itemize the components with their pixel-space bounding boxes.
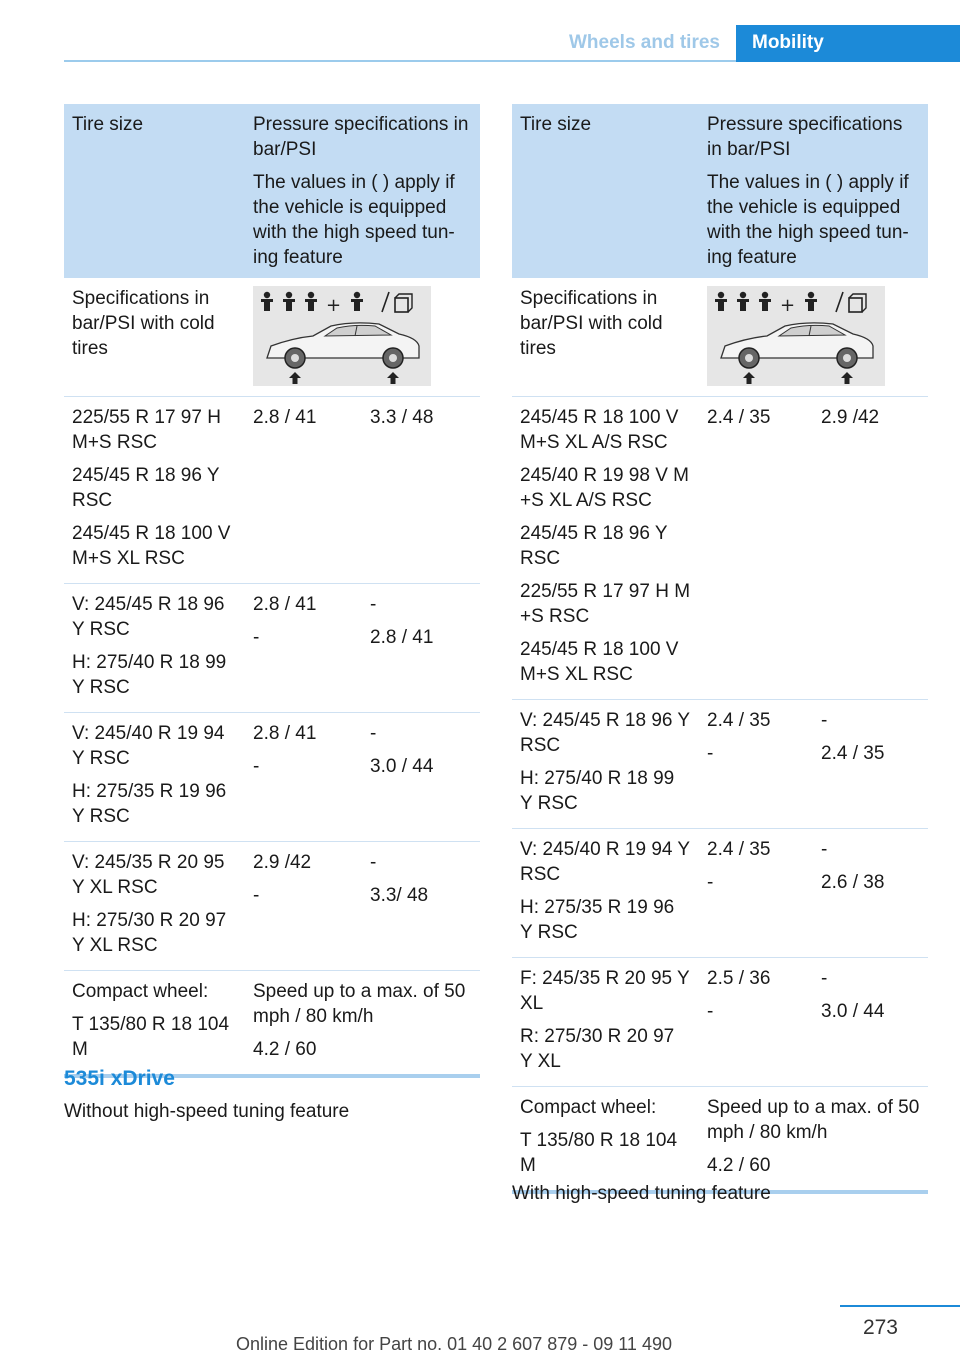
pressure-normal-cell-line: -: [707, 1001, 714, 1022]
pressure-full-load-cell-line: 2.6 / 38: [821, 872, 885, 893]
table-row: [64, 713, 480, 842]
tire-size-cell: [512, 958, 699, 1087]
pressure-full-load-cell-line: -: [370, 594, 377, 615]
car-load-icon: [707, 286, 885, 386]
table-header-row: [64, 104, 480, 278]
tire-size-cell-line: F: 245/35 R 20 95 Y XL: [520, 968, 690, 1014]
header-pressure-spec-line: The values in ( ) apply if the vehicle is equipped with the high speed tun-ing feature: [707, 172, 909, 268]
tire-size-cell: [512, 829, 699, 958]
compact-wheel-pressure-cell-line: 4.2 / 60: [253, 1039, 317, 1060]
tire-size-cell-line: 245/45 R 18 96 Y RSC: [520, 523, 668, 569]
pressure-normal-cell-line: 2.5 / 36: [707, 968, 771, 989]
table-row: [512, 397, 928, 700]
tire-size-cell: [512, 397, 699, 700]
tire-size-cell-line: H: 275/40 R 18 99 Y RSC: [520, 768, 675, 814]
model-heading: 535i xDrive: [64, 1067, 175, 1090]
pressure-normal-cell-line: 2.4 / 35: [707, 710, 771, 731]
tire-size-cell-line: 245/45 R 18 100 V M+S XL RSC: [72, 523, 231, 569]
compact-wheel-size-cell: [512, 1087, 699, 1193]
pressure-normal-cell: [245, 584, 362, 713]
compact-wheel-size-cell-line: Compact wheel:: [520, 1097, 657, 1118]
compact-wheel-size-cell: [64, 971, 245, 1077]
pressure-full-load-cell: [813, 958, 928, 1087]
page-number: 273: [862, 1316, 898, 1339]
figure-cell: [245, 278, 480, 397]
header-pressure-spec: [699, 104, 928, 278]
compact-wheel-size-cell-line: Compact wheel:: [72, 981, 209, 1002]
tire-size-cell-line: H: 275/35 R 19 96 Y RSC: [520, 897, 675, 943]
spec-label: Specifications in bar/PSI with cold tires: [512, 278, 699, 397]
pressure-full-load-cell-line: 3.0 / 44: [370, 756, 434, 777]
pressure-normal-cell-line: 2.8 / 41: [253, 407, 317, 428]
tire-size-cell-line: V: 245/45 R 18 96 Y RSC: [520, 710, 690, 756]
table-row: [64, 842, 480, 971]
pressure-full-load-cell-line: 2.4 / 35: [821, 743, 885, 764]
header-tire-size: Tire size: [512, 104, 699, 278]
pressure-full-load-cell-line: 3.3/ 48: [370, 885, 429, 906]
header-pressure-spec-line: Pressure specifications in bar/PSI: [253, 114, 469, 160]
tire-size-cell-line: V: 245/35 R 20 95 Y XL RSC: [72, 852, 225, 898]
compact-wheel-pressure-cell: [699, 1087, 928, 1193]
pressure-full-load-cell: [362, 397, 480, 584]
tire-size-cell-line: V: 245/40 R 19 94 Y RSC: [72, 723, 225, 769]
table-row: [64, 584, 480, 713]
pressure-full-load-cell-line: 3.3 / 48: [370, 407, 434, 428]
tire-size-cell-line: 245/40 R 19 98 V M +S XL A/S RSC: [520, 465, 689, 511]
svg-text:+: +: [326, 295, 342, 316]
table-row: [512, 700, 928, 829]
header-pressure-spec-line: Pressure specifications in bar/PSI: [707, 114, 903, 160]
pressure-normal-cell-line: -: [253, 627, 260, 648]
tire-size-cell-line: H: 275/35 R 19 96 Y RSC: [72, 781, 227, 827]
pressure-full-load-cell-line: 2.9 /42: [821, 407, 880, 428]
svg-text:+: +: [780, 295, 796, 316]
table-row: [512, 958, 928, 1087]
compact-wheel-row: [512, 1087, 928, 1193]
header-tire-size: Tire size: [64, 104, 245, 278]
spec-figure-row: [512, 278, 928, 397]
pressure-normal-cell: [699, 397, 813, 700]
pressure-normal-cell-line: -: [253, 756, 260, 777]
tire-size-cell-line: H: 275/40 R 18 99 Y RSC: [72, 652, 227, 698]
pressure-full-load-cell: [362, 713, 480, 842]
compact-wheel-pressure-cell-line: 4.2 / 60: [707, 1155, 771, 1176]
page-number-rule: [840, 1305, 960, 1307]
tire-size-cell-line: 245/45 R 18 100 V M+S XL RSC: [520, 639, 679, 685]
pressure-normal-cell: [699, 829, 813, 958]
tire-size-cell: [64, 584, 245, 713]
table-row: [512, 829, 928, 958]
compact-wheel-pressure-cell-line: Speed up to a max. of 50 mph / 80 km/h: [707, 1097, 920, 1143]
tire-size-cell-line: H: 275/30 R 20 97 Y XL RSC: [72, 910, 227, 956]
pressure-normal-cell-line: 2.8 / 41: [253, 723, 317, 744]
table-header-row: [512, 104, 928, 278]
pressure-full-load-cell-line: -: [370, 852, 377, 873]
table-caption-left: Without high-speed tuning feature: [64, 1101, 350, 1122]
pressure-normal-cell-line: 2.9 /42: [253, 852, 312, 873]
tire-size-cell-line: V: 245/45 R 18 96 Y RSC: [72, 594, 225, 640]
pressure-normal-cell-line: 2.4 / 35: [707, 407, 771, 428]
tire-pressure-table-left: [64, 104, 480, 1078]
pressure-full-load-cell-line: 2.8 / 41: [370, 627, 434, 648]
tire-size-cell: [64, 842, 245, 971]
pressure-full-load-cell: [813, 829, 928, 958]
pressure-full-load-cell-line: -: [821, 968, 828, 989]
tire-size-cell-line: 225/55 R 17 97 H M +S RSC: [520, 581, 691, 627]
pressure-normal-cell: [699, 700, 813, 829]
tire-size-cell-line: R: 275/30 R 20 97 Y XL: [520, 1026, 675, 1072]
pressure-full-load-cell-line: -: [821, 839, 828, 860]
spec-figure-row: [64, 278, 480, 397]
tire-size-cell: [64, 397, 245, 584]
pressure-normal-cell-line: -: [707, 872, 714, 893]
pressure-normal-cell: [699, 958, 813, 1087]
tire-size-cell-line: 245/45 R 18 96 Y RSC: [72, 465, 220, 511]
pressure-full-load-cell: [362, 842, 480, 971]
header-section-title: Wheels and tires: [569, 32, 720, 53]
pressure-normal-cell-line: -: [253, 885, 260, 906]
tire-size-cell-line: 245/45 R 18 100 V M+S XL A/S RSC: [520, 407, 679, 453]
compact-wheel-row: [64, 971, 480, 1077]
pressure-normal-cell-line: -: [707, 743, 714, 764]
pressure-full-load-cell-line: -: [821, 710, 828, 731]
pressure-full-load-cell-line: 3.0 / 44: [821, 1001, 885, 1022]
pressure-full-load-cell-line: -: [370, 723, 377, 744]
pressure-normal-cell-line: 2.4 / 35: [707, 839, 771, 860]
pressure-normal-cell: [245, 713, 362, 842]
tire-size-cell-line: V: 245/40 R 19 94 Y RSC: [520, 839, 690, 885]
pressure-full-load-cell: [813, 397, 928, 700]
pressure-full-load-cell: [362, 584, 480, 713]
tire-size-cell: [64, 713, 245, 842]
table-caption-right: With high-speed tuning feature: [512, 1183, 771, 1204]
compact-wheel-size-cell-line: T 135/80 R 18 104 M: [520, 1130, 678, 1176]
pressure-normal-cell: [245, 842, 362, 971]
table-row: [64, 397, 480, 584]
compact-wheel-pressure-cell-line: Speed up to a max. of 50 mph / 80 km/h: [253, 981, 466, 1027]
car-load-icon: [253, 286, 431, 386]
pressure-normal-cell: [245, 397, 362, 584]
header-chapter-tab: Mobility: [736, 25, 960, 62]
header-pressure-spec-line: The values in ( ) apply if the vehicle is equipped with the high speed tun-ing feature: [253, 172, 455, 268]
pressure-normal-cell-line: 2.8 / 41: [253, 594, 317, 615]
tire-size-cell: [512, 700, 699, 829]
figure-cell: [699, 278, 928, 397]
footer-edition-text: Online Edition for Part no. 01 40 2 607 879 - 09 11 490: [236, 1334, 672, 1354]
compact-wheel-pressure-cell: [245, 971, 480, 1077]
spec-label: Specifications in bar/PSI with cold tires: [64, 278, 245, 397]
compact-wheel-size-cell-line: T 135/80 R 18 104 M: [72, 1014, 230, 1060]
header-pressure-spec: [245, 104, 480, 278]
tire-size-cell-line: 225/55 R 17 97 H M+S RSC: [72, 407, 221, 453]
pressure-full-load-cell: [813, 700, 928, 829]
tire-pressure-table-right: [512, 104, 928, 1194]
